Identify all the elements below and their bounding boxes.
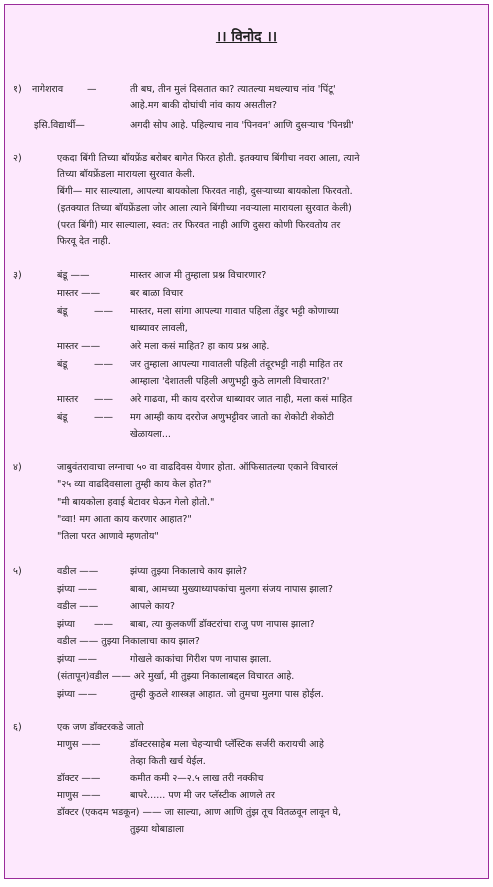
text-line: डॉक्टरसाहेब मला चेहऱ्याची प्लॅस्टिक सर्जरी करायची आहे [130,739,324,750]
page-title: ।। विनोद ।। [215,29,278,45]
text-line: बंडू [57,359,68,370]
text-line: —— [94,394,113,405]
text-line: (परत बिंगी) मार साल्याला, स्वत: तर फिरवत नाही आणि दुसरा कोणी फिरवतोय तर [57,220,341,231]
text-line: आम्हाला 'देशातली पहिली अणुभट्टी कुठे लागली विचारता?' [130,376,330,387]
text-line: —— [94,359,113,370]
text-line: ३) [13,270,22,281]
text-line: बाबा, आमच्या मुख्याध्यापकांचा मुलगा संजय नापास झाला? [130,584,333,595]
text-line: —— [94,306,113,317]
text-line: "तिला परत आणावे म्हणतोय" [57,531,159,542]
text-line: आपले काय? [130,601,175,612]
text-line: गोखले काकांचा गिरीश पण नापास झाला. [130,654,272,665]
text-line: बिंगी— मार साल्याला, आपल्या बायकोला फिरवत नाही, दुसऱ्याच्या बायकोला फिरवतो. [57,186,353,197]
text-line: बाबा, त्या कुलकर्णी डॉक्टरांचा राजु पण नापास झाला? [130,619,315,630]
text-line: ६) [13,722,22,733]
text-line: बंडू [57,306,68,317]
text-line: झंप्या तुझ्या निकालाचे काय झाले? [130,566,248,577]
text-line: डॉक्टर —— [57,773,101,784]
text-line: अरे मला कसं माहित? हा काय प्रश्न आहे. [130,341,270,352]
text-line: अरे गाढवा, मी काय दररोज धाब्यावर जात नाही, मला कसं माहित [130,394,353,405]
text-line: धाब्यावर लावली, [130,323,188,334]
text-line: झंप्या [57,619,76,630]
text-line: मास्तर [57,394,79,405]
text-line: जाबुवंतरावाचा लग्नाचा ५० वा वाढदिवस येणार होता. ऑफिसातल्या एकाने विचारलं [57,462,338,473]
text-line: (इतक्यात तिच्या बॉयफ्रेंडला जोर आला त्याने बिंगीच्या नवऱ्याला मारायला सुरवात केली) [57,203,352,214]
text-line: बापरे...... पण मी जर प्लॅस्टीक आणले तर [130,790,275,801]
text-line: —— [94,412,113,423]
text-line: "मी बायकोला हवाई बेटावर घेऊन गेलो होतो." [57,497,215,508]
text-line: "व्वा! मग आता काय करणार आहात?" [57,514,192,525]
text-line: इसि.विद्यार्थी— [34,120,85,131]
text-line: एक जण डॉक्टरकडे जातो [57,722,144,733]
text-line: तुझ्या थोबाडाला [130,824,184,835]
text-line: (संतापून)वडील —— अरे मुर्खा, मी तुझ्या निकालाबद्दल विचारत आहे. [57,671,295,682]
text-line: माणुस —— [57,790,101,801]
text-line: वडील —— [57,566,99,577]
text-line: ४) [13,462,22,473]
text-line: फिरवू देत नाही. [57,236,111,247]
text-line: मास्तर, मला सांगा आपल्या गावात पहिला तेंडुर भट्टी कोणाच्या [130,306,339,317]
text-line: "२५ व्या वाढदिवसाला तुम्ही काय केल होत?" [57,479,212,490]
text-line: कमीत कमी २—२.५ लाख तरी नक्कीच [130,773,264,784]
text-line: तुम्ही कुठले शास्त्रज्ञ आहात. जो तुमचा मुलगा पास होईल. [130,689,324,700]
text-line: झंप्या —— [57,654,98,665]
text-line: मग आम्ही काय दररोज अणुभट्टीवर जातो का शेकोटी शेकोटी [130,412,335,423]
text-line: बर बाळा विचार [130,288,184,299]
text-line: डॉक्टर (एकदम भडकून) —— जा साल्या, आण आणि तुंझ तूच वितळवून लावून घे, [57,807,342,818]
text-line: तिच्या बॉयफ्रेंडला मारायला सुरवात केली. [57,169,195,180]
text-line: बंडू [57,412,68,423]
text-line: जर तुम्हाला आपल्या गावातली पहिली तंदूरभट्टी नाही माहित तर [130,359,343,370]
text-line: ५) [13,566,22,577]
text-line: खेळायला... [130,429,171,440]
text-line: १) [13,84,22,95]
text-line: नागेशराव [32,84,64,95]
joke-page [4,4,489,879]
text-line: वडील —— [57,601,99,612]
text-line: ती बघ, तीन मुलं दिसतात का? त्यातल्या मधल्याच नांव 'पिंटू' [130,84,336,95]
text-line: —— [94,619,113,630]
text-line: मास्तर —— [57,288,101,299]
text-line: २) [13,153,22,164]
text-line: मास्तर —— [57,341,101,352]
text-line: एकदा बिंगी तिच्या बॉयफ्रेंड बरोबर बागेत फिरत होती. इतक्याच बिंगीचा नवरा आला, त्याने [57,153,360,164]
text-line: आहे.मग बाकी दोघांची नांव काय असतील? [130,100,277,111]
text-line: झंप्या —— [57,584,98,595]
text-line: वडील —— तुझ्या निकालाचा काय झाल? [57,636,200,647]
text-line: अगदी सोप आहे. पहिल्याच नाव 'पिनवन' आणि दुसऱ्याच 'पिनथ्री' [130,120,354,131]
text-line: झंप्या —— [57,689,98,700]
text-line: मास्तर आज मी तुम्हाला प्रश्न विचारणार? [130,270,267,281]
text-line: माणुस —— [57,739,101,750]
text-line: बंडू —— [57,270,90,281]
text-line: तेव्हा किती खर्च येईल. [130,756,206,767]
text-line: — [87,84,97,95]
